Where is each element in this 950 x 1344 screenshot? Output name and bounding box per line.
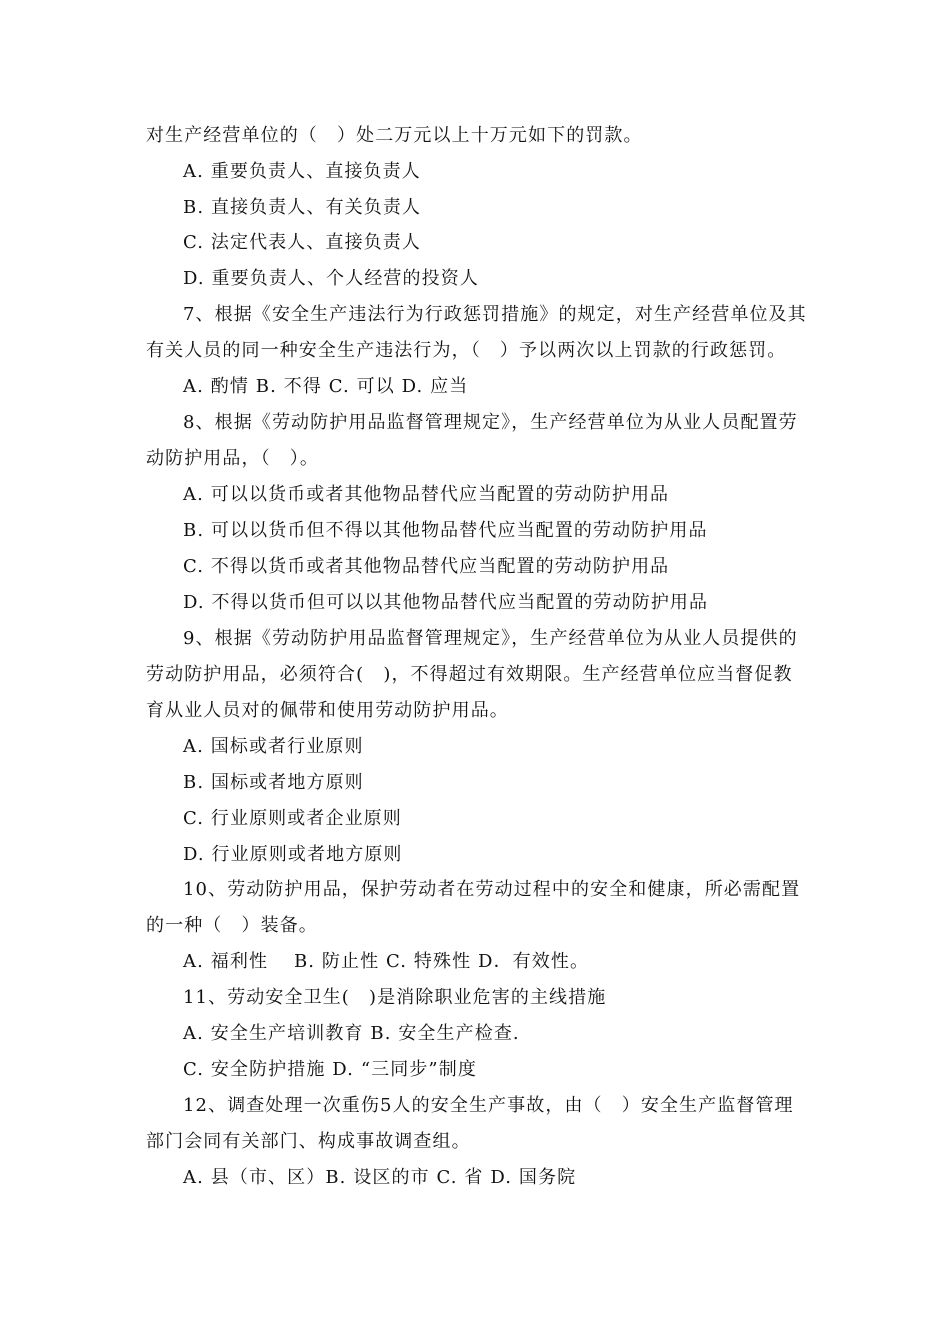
question-12: 12、调查处理一次重伤5人的安全生产事故，由（ ）安全生产监督管理 [183,1095,794,1116]
option-d: D. 重要负责人、个人经营的投资人 [183,268,479,289]
option-a: A. 重要负责人、直接负责人 [183,161,421,182]
question-7: 7、根据《安全生产违法行为行政惩罚措施》的规定，对生产经营单位及其 [183,304,807,325]
text-line: 的一种（ ）装备。 [146,915,318,936]
option-d: D. 行业原则或者地方原则 [183,844,403,865]
options-inline: C. 安全防护措施 D. “三同步”制度 [183,1059,477,1080]
text-line: 育从业人员对的佩带和使用劳动防护用品。 [146,700,509,721]
text-line: 对生产经营单位的（ ）处二万元以上十万元如下的罚款。 [146,125,643,146]
text-line: 部门会同有关部门、构成事故调查组。 [146,1131,471,1152]
text-line: 动防护用品，（ ）。 [146,448,319,469]
option-c: C. 行业原则或者企业原则 [183,808,402,829]
options-inline: A. 福利性 B. 防止性 C. 特殊性 D．有效性。 [183,951,590,972]
options-inline: A. 县（市、区）B. 设区的市 C. 省 D. 国务院 [183,1167,577,1188]
option-c: C. 法定代表人、直接负责人 [183,232,421,253]
question-9: 9、根据《劳动防护用品监督管理规定》，生产经营单位为从业人员提供的 [183,628,798,649]
question-10: 10、劳动防护用品，保护劳动者在劳动过程中的安全和健康，所必需配置 [183,879,801,900]
option-b: B. 直接负责人、有关负责人 [183,197,422,218]
question-11: 11、劳动安全卫生( )是消除职业危害的主线措施 [183,987,607,1008]
option-b: B. 可以以货币但不得以其他物品替代应当配置的劳动防护用品 [183,520,708,541]
text-line: 劳动防护用品，必须符合( )，不得超过有效期限。生产经营单位应当督促教 [146,664,793,685]
option-a: A. 可以以货币或者其他物品替代应当配置的劳动防护用品 [183,484,670,505]
options-inline: A. 酌情 B. 不得 C. 可以 D. 应当 [183,376,469,397]
option-b: B. 国标或者地方原则 [183,772,364,793]
question-8: 8、根据《劳动防护用品监督管理规定》，生产经营单位为从业人员配置劳 [183,412,798,433]
option-c: C. 不得以货币或者其他物品替代应当配置的劳动防护用品 [183,556,670,577]
option-a: A. 国标或者行业原则 [183,736,364,757]
options-inline: A. 安全生产培训教育 B. 安全生产检查. [183,1023,520,1044]
option-d: D. 不得以货币但可以以其他物品替代应当配置的劳动防护用品 [183,592,709,613]
text-line: 有关人员的同一种安全生产违法行为，（ ）予以两次以上罚款的行政惩罚。 [146,340,787,361]
